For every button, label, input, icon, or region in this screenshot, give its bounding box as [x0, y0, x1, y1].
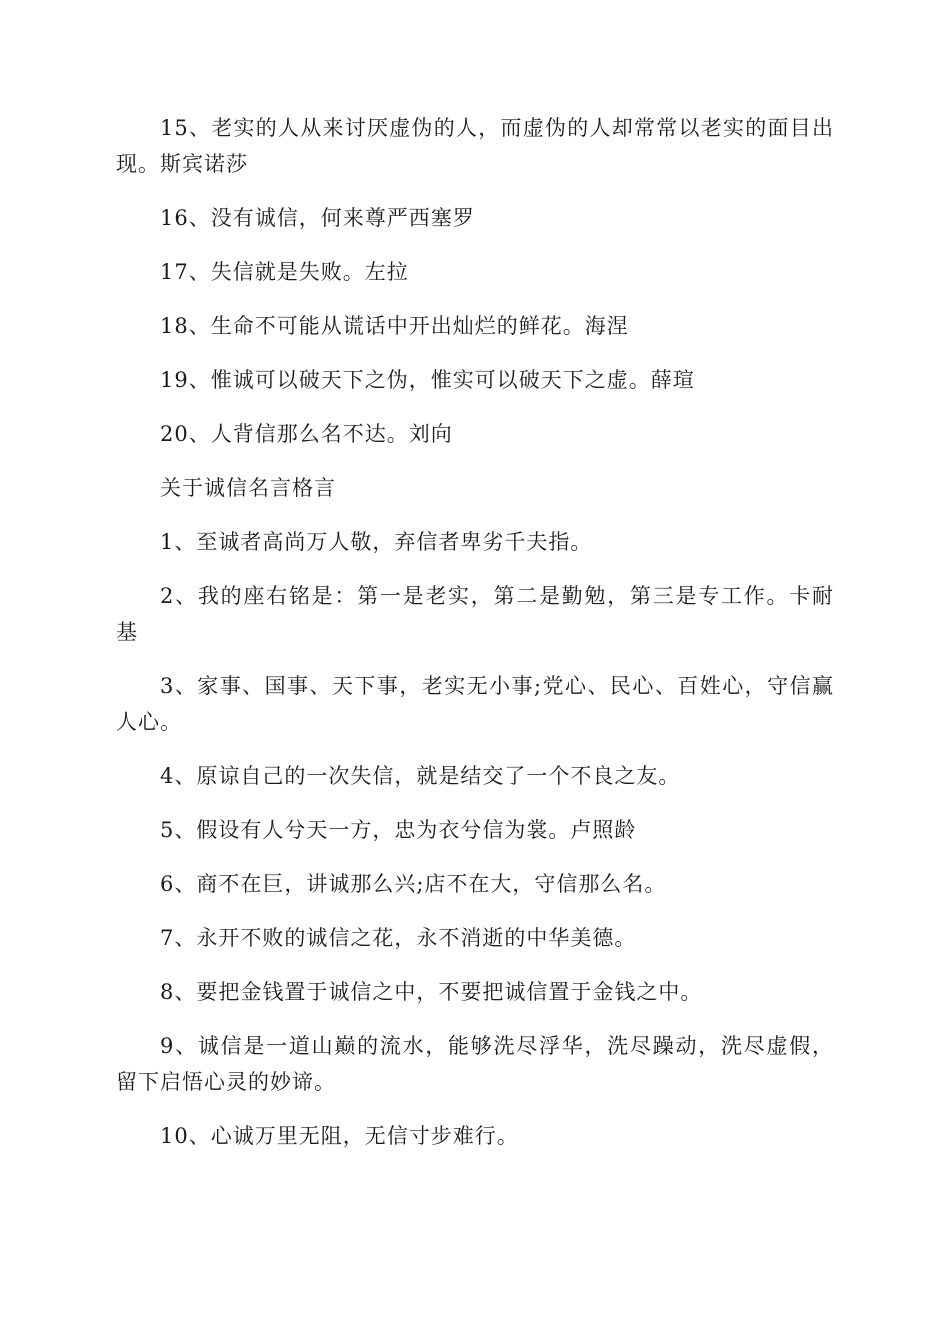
quote-1: 1、至诚者高尚万人敬，弃信者卑劣千夫指。 — [160, 530, 593, 554]
quote-8: 8、要把金钱置于诚信之中，不要把诚信置于金钱之中。 — [160, 980, 703, 1004]
quote-7: 7、永开不败的诚信之花，永不消逝的中华美德。 — [160, 926, 637, 950]
quote-5: 5、假设有人兮天一方，忠为衣兮信为裳。卢照龄 — [160, 818, 637, 842]
quote-16: 16、没有诚信，何来尊严西塞罗 — [160, 206, 475, 230]
quote-19: 19、惟诚可以破天下之伪，惟实可以破天下之虚。薛瑄 — [160, 368, 695, 392]
section-heading: 关于诚信名言格言 — [160, 476, 336, 500]
quote-20: 20、人背信那么名不达。刘向 — [160, 422, 453, 446]
quote-2: 2、我的座右铭是：第一是老实，第二是勤勉，第三是专工作。卡耐基 — [116, 584, 834, 644]
quote-4: 4、原谅自己的一次失信，就是结交了一个不良之友。 — [160, 764, 681, 788]
quote-17: 17、失信就是失败。左拉 — [160, 260, 409, 284]
quote-9: 9、诚信是一道山巅的流水，能够洗尽浮华，洗尽躁动，洗尽虚假，留下启悟心灵的妙谛。 — [116, 1034, 834, 1094]
quote-3: 3、家事、国事、天下事，老实无小事;党心、民心、百姓心，守信赢人心。 — [116, 674, 834, 734]
quote-6: 6、商不在巨，讲诚那么兴;店不在大，守信那么名。 — [160, 872, 667, 896]
quote-10: 10、心诚万里无阻，无信寸步难行。 — [160, 1124, 519, 1148]
quote-18: 18、生命不可能从谎话中开出灿烂的鲜花。海涅 — [160, 314, 629, 338]
document-body — [116, 110, 834, 1172]
quote-15: 15、老实的人从来讨厌虚伪的人，而虚伪的人却常常以老实的面目出现。斯宾诺莎 — [116, 116, 834, 176]
